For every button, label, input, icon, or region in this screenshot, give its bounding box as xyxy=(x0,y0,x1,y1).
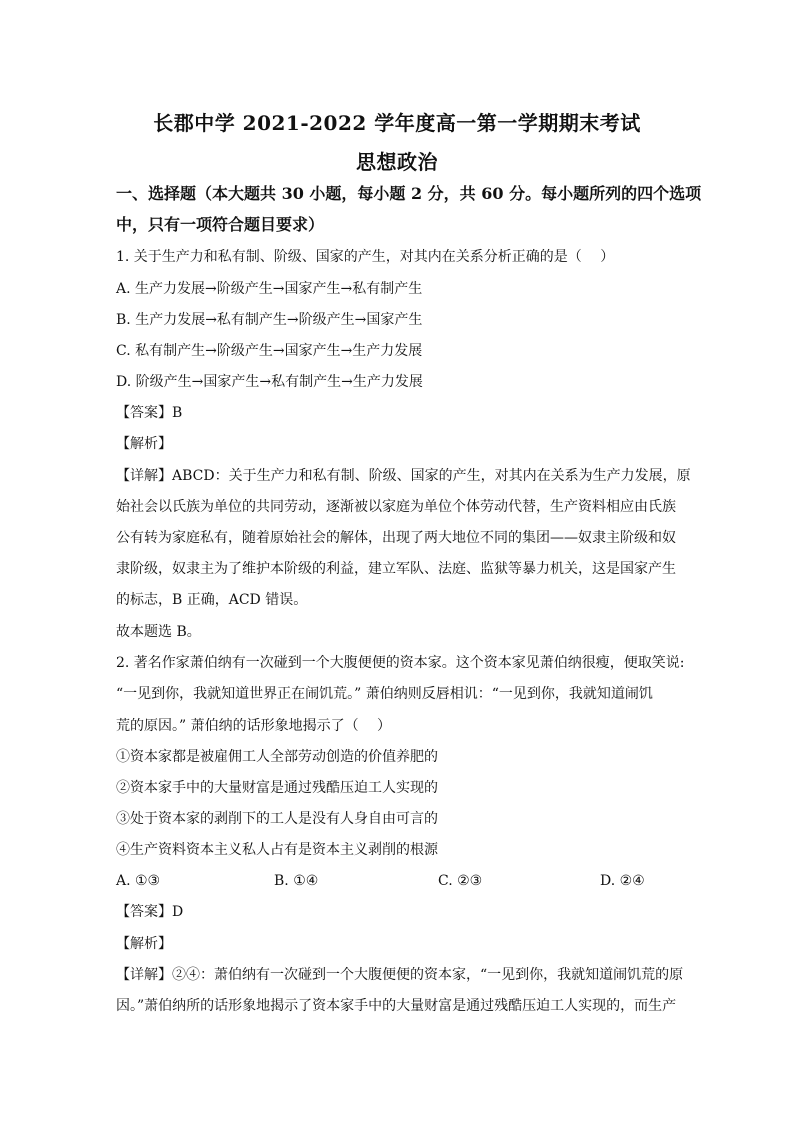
question-2-statement-1: ①资本家都是被雇佣工人全部劳动创造的价值养肥的 xyxy=(116,749,438,765)
question-1-detail-line: 公有转为家庭私有，随着原始社会的解体，出现了两大地位不同的集团——奴隶主阶级和奴 xyxy=(116,530,676,546)
question-1-conclusion: 故本题选 B。 xyxy=(116,624,201,640)
question-1-option-a: A. 生产力发展→阶级产生→国家产生→私有制产生 xyxy=(116,281,423,297)
exam-title: 长郡中学 2021-2022 学年度高一第一学期期末考试 xyxy=(153,111,641,135)
question-2-statement-2: ②资本家手中的大量财富是通过残酷压迫工人实现的 xyxy=(116,780,438,796)
question-2-detail-line: 【详解】②④：萧伯纳有一次碰到一个大腹便便的资本家，“一见到你，我就知道闹饥荒的原 xyxy=(116,967,684,983)
section-heading-line-2: 中，只有一项符合题目要求） xyxy=(116,215,325,234)
question-2-option-c: C. ②③ xyxy=(438,873,483,889)
question-2-stem-line: “一见到你，我就知道世界正在闹饥荒。” 萧伯纳则反唇相讥：“一见到你，我就知道闹饥 xyxy=(116,686,653,702)
question-1-option-d: D. 阶级产生→国家产生→私有制产生→生产力发展 xyxy=(116,374,423,390)
question-2-analysis-label: 【解析】 xyxy=(116,936,172,952)
question-1-analysis-label: 【解析】 xyxy=(116,436,172,452)
question-2-option-d: D. ②④ xyxy=(600,873,645,889)
question-1-option-b: B. 生产力发展→私有制产生→阶级产生→国家产生 xyxy=(116,312,423,328)
question-2-detail-line: 因。”萧伯纳所的话形象地揭示了资本家手中的大量财富是通过残酷压迫工人实现的，而生产 xyxy=(116,998,677,1014)
question-1-detail-line: 隶阶级，奴隶主为了维护本阶级的利益，建立军队、法庭、监狱等暴力机关，这是国家产生 xyxy=(116,561,676,577)
question-1-detail-line: 【详解】ABCD：关于生产力和私有制、阶级、国家的产生，对其内在关系为生产力发展，原 xyxy=(116,468,691,484)
question-2-stem-line: 荒的原因。” 萧伯纳的话形象地揭示了（ ） xyxy=(116,718,392,734)
question-2-answer: 【答案】D xyxy=(116,904,184,920)
question-2-option-a: A. ①③ xyxy=(116,873,161,889)
question-1-answer: 【答案】B xyxy=(116,405,183,421)
question-1-detail-line: 的标志，B 正确，ACD 错误。 xyxy=(116,592,308,608)
question-2-statement-3: ③处于资本家的剥削下的工人是没有人身自由可言的 xyxy=(116,811,438,827)
question-2-stem-line: 2. 著名作家萧伯纳有一次碰到一个大腹便便的资本家。这个资本家见萧伯纳很瘦，便取笑说: xyxy=(116,655,685,671)
question-1-stem: 1. 关于生产力和私有制、阶级、国家的产生，对其内在关系分析正确的是（ ） xyxy=(116,249,615,265)
exam-subject: 思想政治 xyxy=(356,150,438,174)
question-2-statement-4: ④生产资料资本主义私人占有是资本主义剥削的根源 xyxy=(116,842,438,858)
section-heading-line-1: 一、选择题（本大题共 30 小题，每小题 2 分，共 60 分。每小题所列的四个选项 xyxy=(116,184,702,203)
question-2-option-b: B. ①④ xyxy=(274,873,319,889)
question-1-detail-line: 始社会以氏族为单位的共同劳动，逐渐被以家庭为单位个体劳动代替，生产资料相应由氏族 xyxy=(116,499,676,515)
question-1-option-c: C. 私有制产生→阶级产生→国家产生→生产力发展 xyxy=(116,343,423,359)
